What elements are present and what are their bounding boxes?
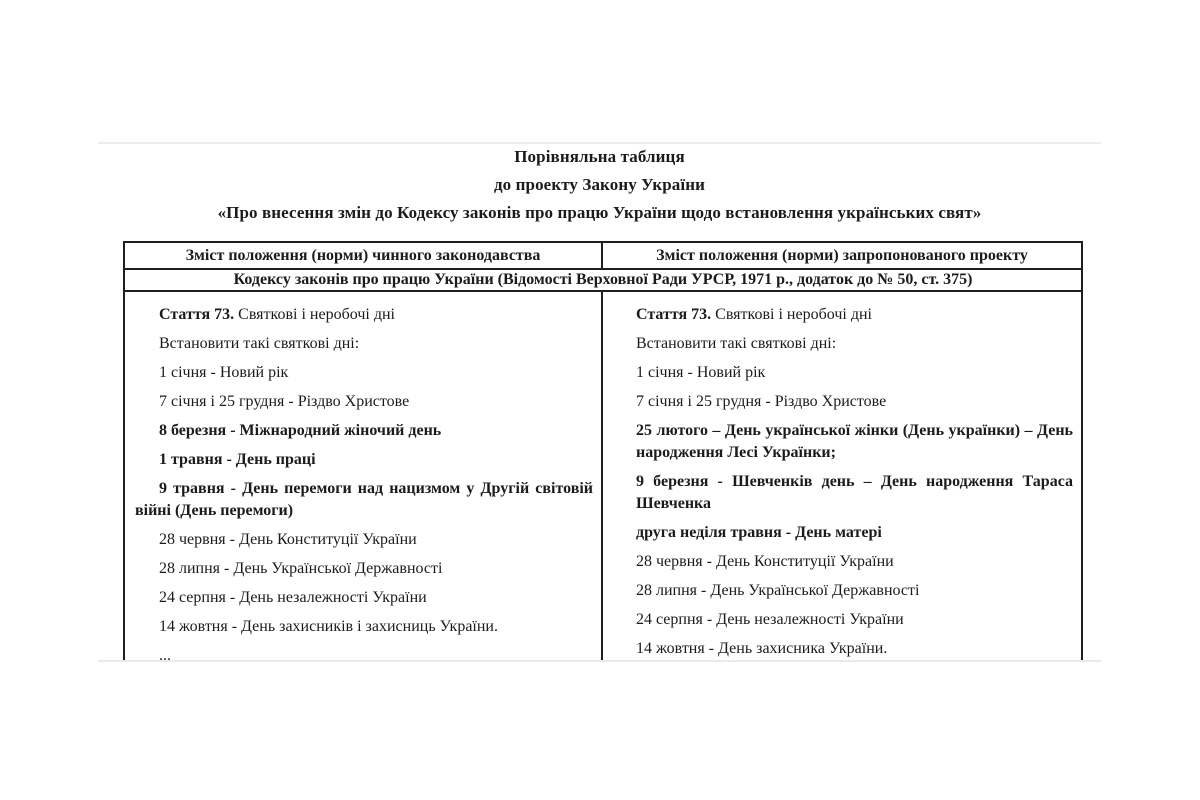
document-subtitle: до проекту Закону України [493,175,706,194]
current-law-column [124,291,602,662]
proposed-draft-paragraph: 28 липня - День Української Державності [636,582,920,599]
current-law-paragraph: Встановити такі святкові дні: [159,335,360,352]
document-page [98,142,1101,662]
current-law-paragraph: 8 березня - Міжнародний жіночий день [159,422,442,439]
current-law-paragraph: 9 травня - День перемоги над нацизмом у Другій світовій війні (День перемоги) [135,480,593,519]
proposed-draft-paragraph: Стаття 73. Святкові і неробочі дні [636,306,872,323]
current-law-paragraph: 28 липня - День Української Державності [159,560,443,577]
code-reference-row: Кодексу законів про працю України (Відомості Верховної Ради УРСР, 1971 р., додаток до № 50, ст. 375) [124,269,1082,291]
proposed-draft-paragraph: 28 червня - День Конституції України [636,553,894,570]
proposed-draft-paragraph: 7 січня і 25 грудня - Різдво Христове [636,393,887,410]
document-title-block [98,144,1101,224]
proposed-draft-paragraph: 9 березня - Шевченків день – День народження Тараса Шевченка [636,473,1073,512]
document-title: Порівняльна таблиця [514,147,685,166]
current-law-paragraph: 7 січня і 25 грудня - Різдво Христове [159,393,410,410]
current-law-paragraph: 1 травня - День праці [159,451,316,468]
proposed-draft-paragraph: Встановити такі святкові дні: [636,335,837,352]
header-current-law: Зміст положення (норми) чинного законодавства [124,242,602,269]
table-span-row [124,269,1082,291]
current-law-paragraph: 14 жовтня - День захисників і захисниць України. [159,618,498,635]
proposed-draft-paragraph: 14 жовтня - День захисника України. [636,640,888,657]
current-law-paragraph: 1 січня - Новий рік [159,364,289,381]
article-number-label: Стаття 73. [636,306,712,323]
comparison-table [123,241,1083,662]
current-law-paragraph: Стаття 73. Святкові і неробочі дні [159,306,395,323]
law-name-title: «Про внесення змін до Кодексу законів про працю України щодо встановлення українських свят» [217,203,982,222]
proposed-draft-paragraph: 24 серпня - День незалежності України [636,611,904,628]
current-law-paragraph: ... [159,647,171,662]
current-law-paragraph: 24 серпня - День незалежності України [159,589,427,606]
current-law-paragraph: 28 червня - День Конституції України [159,531,417,548]
proposed-draft-column [602,291,1082,662]
proposed-draft-paragraph: 1 січня - Новий рік [636,364,766,381]
table-header-row [124,242,1082,269]
proposed-draft-paragraph: 25 лютого – День української жінки (День українки) – День народження Лесі Українки; [636,422,1073,461]
table-body-row [124,291,1082,662]
proposed-draft-paragraph: друга неділя травня - День матері [636,524,882,541]
article-number-label: Стаття 73. [159,306,235,323]
header-proposed-draft: Зміст положення (норми) запропонованого проекту [602,242,1082,269]
